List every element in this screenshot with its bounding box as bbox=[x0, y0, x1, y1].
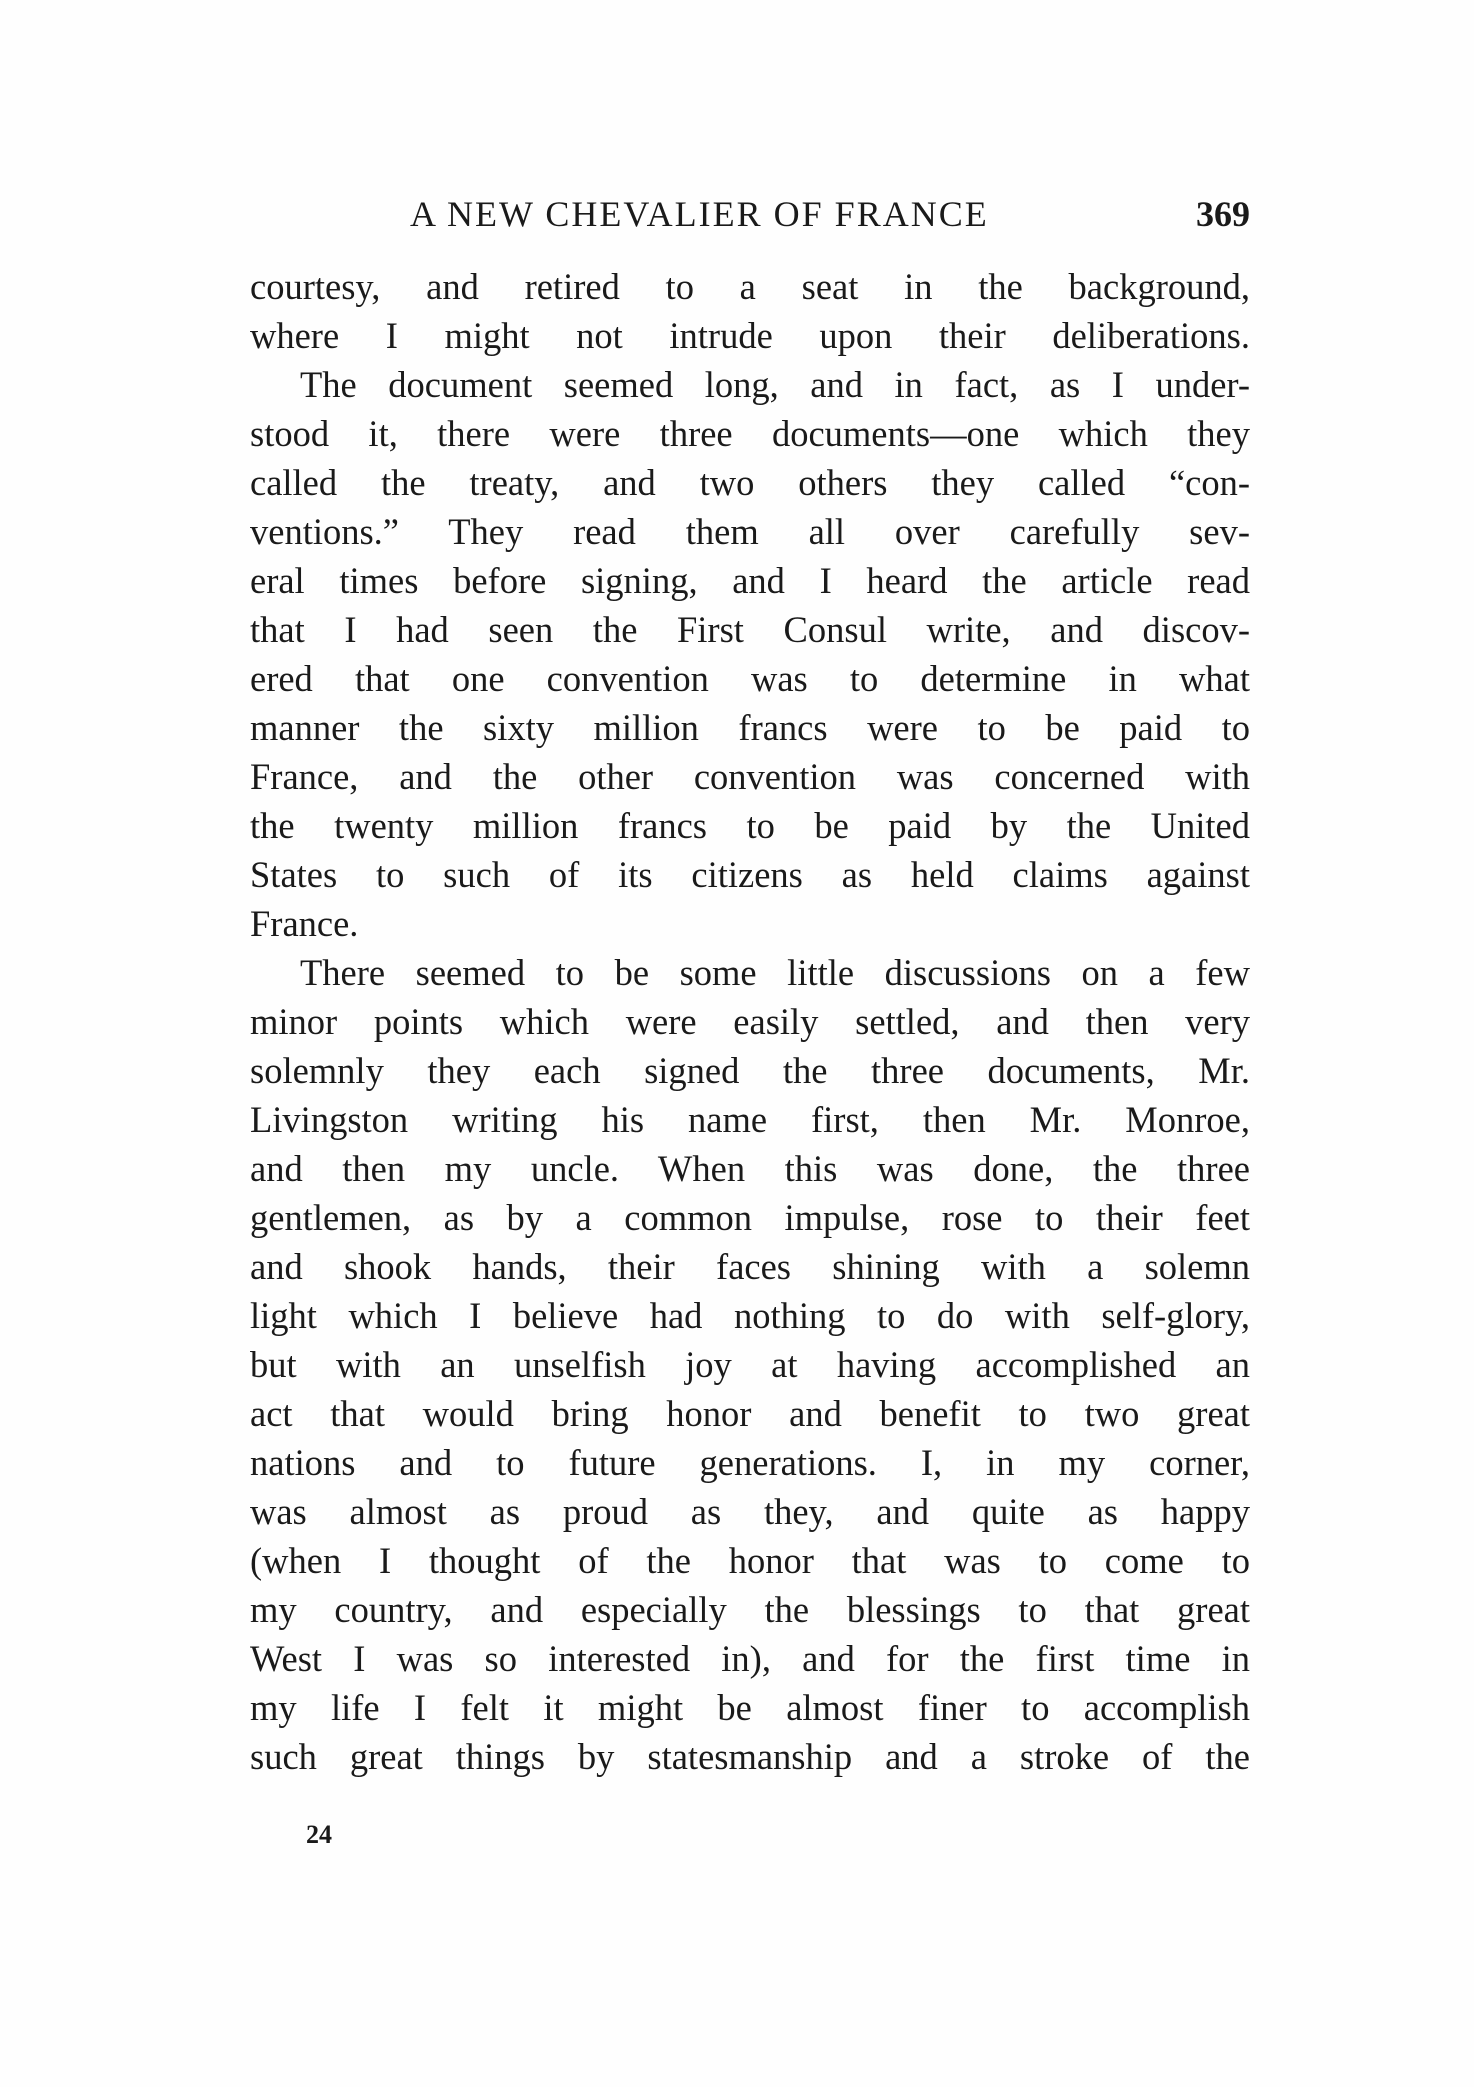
signature-mark: 24 bbox=[306, 1820, 332, 1849]
text-line: my life I felt it might be almost finer to accomplish bbox=[250, 1687, 1250, 1728]
text-line: ered that one convention was to determine in what bbox=[250, 658, 1250, 699]
running-title: A NEW CHEVALIER OF FRANCE bbox=[410, 194, 989, 234]
text-line: (when I thought of the honor that was to come to bbox=[250, 1540, 1250, 1581]
body-text bbox=[250, 262, 1250, 1781]
text-line: courtesy, and retired to a seat in the background, bbox=[250, 266, 1250, 307]
text-line: called the treaty, and two others they called “con- bbox=[250, 462, 1250, 503]
text-line: West I was so interested in), and for the first time in bbox=[250, 1638, 1250, 1679]
text-line: manner the sixty million francs were to be paid to bbox=[250, 707, 1250, 748]
page-number: 369 bbox=[1196, 194, 1250, 234]
text-line: States to such of its citizens as held claims against bbox=[250, 854, 1250, 895]
paragraph-start-line: The document seemed long, and in fact, as I under- bbox=[300, 364, 1250, 405]
text-line: minor points which were easily settled, and then very bbox=[250, 1001, 1250, 1042]
text-line: nations and to future generations. I, in my corner, bbox=[250, 1442, 1250, 1483]
text-line: was almost as proud as they, and quite as happy bbox=[250, 1491, 1250, 1532]
text-line: such great things by statesmanship and a stroke of the bbox=[250, 1736, 1250, 1777]
running-head bbox=[250, 186, 1250, 242]
paragraph-start-line: There seemed to be some little discussions on a few bbox=[300, 952, 1250, 993]
text-line: that I had seen the First Consul write, and discov- bbox=[250, 609, 1250, 650]
text-line: but with an unselfish joy at having accomplished an bbox=[250, 1344, 1250, 1385]
text-line: act that would bring honor and benefit to two great bbox=[250, 1393, 1250, 1434]
text-line: and shook hands, their faces shining with a solemn bbox=[250, 1246, 1250, 1287]
text-line: Livingston writing his name first, then Mr. Monroe, bbox=[250, 1099, 1250, 1140]
text-line: light which I believe had nothing to do with self-glory, bbox=[250, 1295, 1250, 1336]
text-line: gentlemen, as by a common impulse, rose to their feet bbox=[250, 1197, 1250, 1238]
text-line: my country, and especially the blessings to that great bbox=[250, 1589, 1250, 1630]
text-line: stood it, there were three documents—one which they bbox=[250, 413, 1250, 454]
text-line: the twenty million francs to be paid by the United bbox=[250, 805, 1250, 846]
text-line: and then my uncle. When this was done, the three bbox=[250, 1148, 1250, 1189]
text-line: ventions.” They read them all over carefully sev- bbox=[250, 511, 1250, 552]
text-line: eral times before signing, and I heard the article read bbox=[250, 560, 1250, 601]
text-line: where I might not intrude upon their deliberations. bbox=[250, 315, 1250, 356]
text-line: solemnly they each signed the three documents, Mr. bbox=[250, 1050, 1250, 1091]
text-line: France, and the other convention was concerned with bbox=[250, 756, 1250, 797]
paragraph-end-line: France. bbox=[250, 903, 359, 944]
